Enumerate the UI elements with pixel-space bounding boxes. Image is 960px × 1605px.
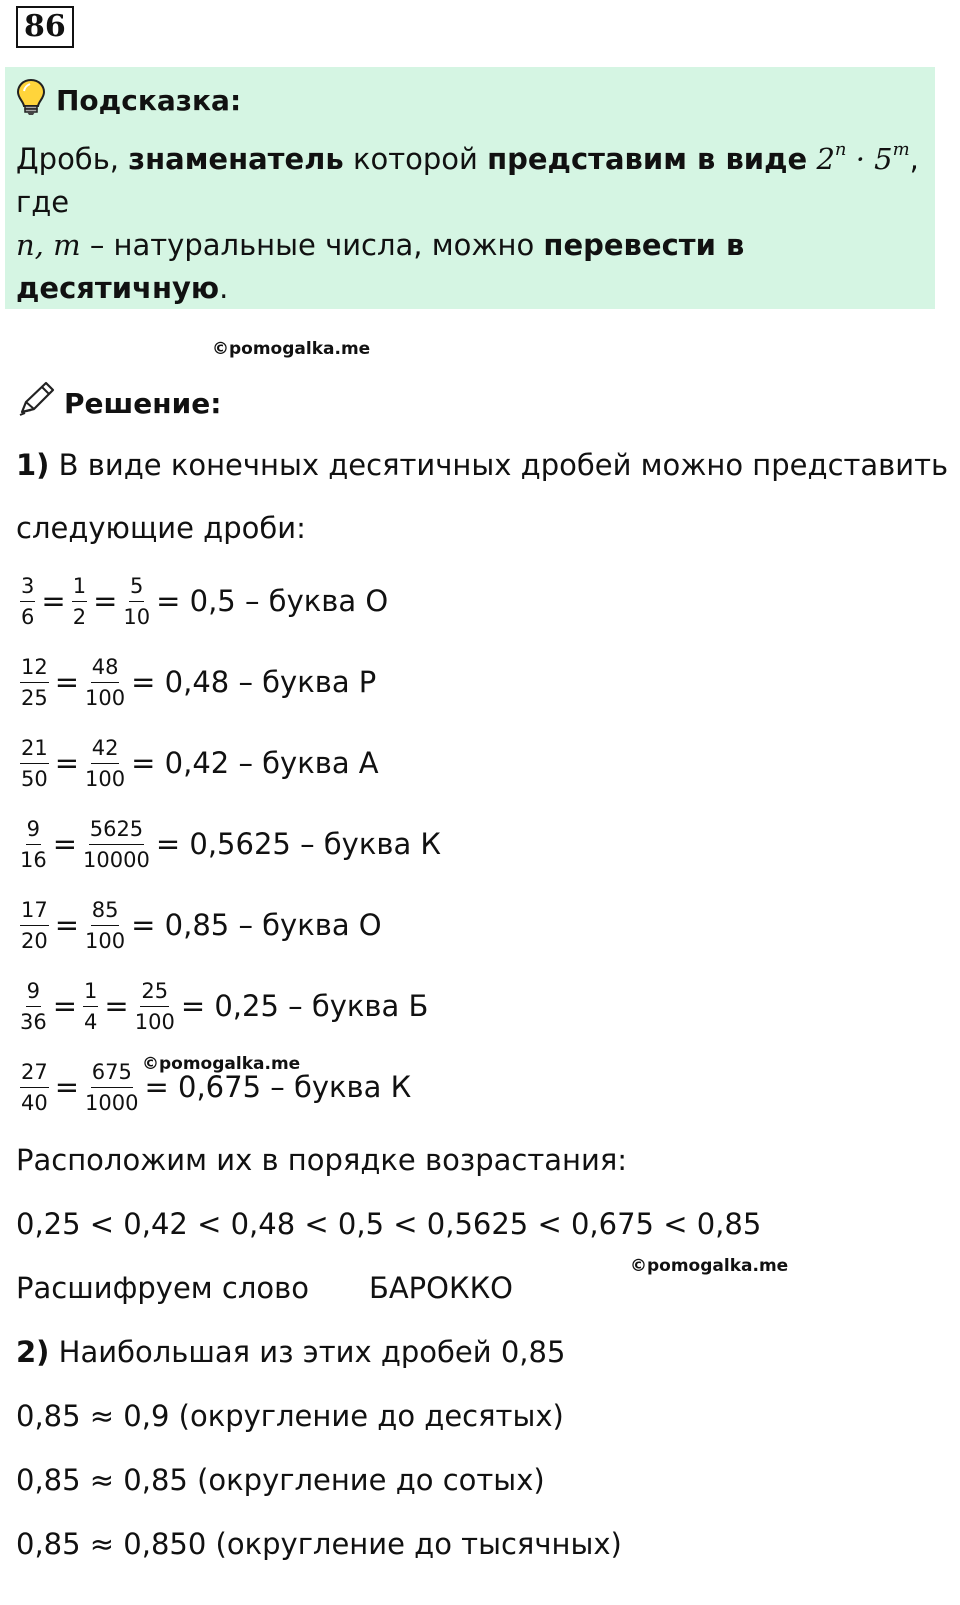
fraction [123, 573, 150, 630]
hint-line-1 [16, 138, 926, 181]
fraction-denominator: 100 [85, 928, 126, 953]
fraction-numerator: 5 [129, 573, 144, 602]
fraction-numerator: 17 [20, 897, 49, 926]
rounding-line: 0,85 ≈ 0,850 (округление до тысячных) [16, 1527, 622, 1561]
lightbulb-icon [16, 78, 46, 124]
fraction-numerator: 675 [91, 1059, 133, 1088]
equals-sign: = [41, 584, 66, 618]
equation-row [16, 971, 428, 1041]
fraction-numerator: 5625 [89, 816, 144, 845]
fraction-denominator: 40 [21, 1090, 48, 1115]
order-text: Расположим их в порядке возрастания: [16, 1143, 628, 1177]
equation-result: = 0,48 – буква Р [131, 665, 377, 699]
solution-title-text: Решение: [64, 386, 222, 420]
fraction-numerator: 3 [20, 573, 35, 602]
fraction-numerator: 48 [91, 654, 120, 683]
rounding-line: 0,85 ≈ 0,9 (округление до десятых) [16, 1399, 564, 1433]
equals-sign: = [54, 746, 80, 780]
fraction-numerator: 25 [140, 978, 169, 1007]
part2-line [16, 1334, 565, 1370]
fraction-denominator: 10 [123, 604, 151, 629]
equation-row [16, 566, 388, 636]
fraction [85, 654, 125, 711]
order-chain: 0,25 < 0,42 < 0,48 < 0,5 < 0,5625 < 0,675 < 0,85 [16, 1207, 762, 1241]
fraction-denominator: 4 [84, 1009, 98, 1034]
equals-sign: = [104, 989, 129, 1023]
fraction-numerator: 12 [20, 654, 49, 683]
part1-line [16, 447, 948, 483]
fraction-denominator: 36 [20, 1009, 47, 1034]
pencil-icon [16, 380, 56, 427]
hint-bold-part: знаменатель [128, 142, 344, 176]
fraction [20, 1059, 49, 1116]
part1-line-2: следующие дроби: [16, 511, 306, 545]
decode-word: БАРОККО [368, 1271, 514, 1305]
fraction-denominator: 16 [20, 847, 47, 872]
formula-dot: · [846, 142, 875, 176]
equation-row [16, 647, 376, 717]
fraction-numerator: 42 [91, 735, 120, 764]
part2-label: 2) [16, 1335, 50, 1369]
decode-label: Расшифруем слово [16, 1271, 309, 1305]
fraction [20, 573, 35, 630]
fraction [20, 978, 47, 1035]
hint-bold-part: представим в виде [487, 142, 808, 176]
fraction [20, 654, 49, 711]
fraction-denominator: 20 [21, 928, 48, 953]
fraction [85, 897, 125, 954]
solution-title [16, 380, 221, 427]
watermark: ©pomogalka.me [142, 1054, 301, 1074]
equals-sign: = [54, 1070, 80, 1104]
equation-result: = 0,85 – буква О [131, 908, 382, 942]
fraction-numerator: 85 [91, 897, 120, 926]
equation-row [16, 728, 379, 798]
fraction-denominator: 50 [21, 766, 48, 791]
task-number: 86 [16, 6, 74, 48]
part1-text: В виде конечных десятичных дробей можно представить [49, 448, 949, 482]
decode-line [16, 1270, 513, 1306]
hint-line-3 [16, 224, 926, 310]
equals-sign: = [54, 908, 80, 942]
formula-exponent: n [834, 139, 847, 160]
equation-result: = 0,5625 – буква К [155, 827, 442, 861]
equals-sign: = [52, 989, 78, 1023]
fraction-denominator: 100 [134, 1009, 175, 1034]
hint-variables: n, m [16, 228, 81, 262]
rounding-line: 0,85 ≈ 0,85 (округление до сотых) [16, 1463, 545, 1497]
hint-text [16, 138, 926, 310]
fraction-denominator: 100 [85, 766, 126, 791]
fraction-denominator: 25 [21, 685, 48, 710]
fraction-denominator: 100 [85, 685, 126, 710]
hint-line-2: где [16, 185, 70, 219]
equation-row [16, 890, 382, 960]
fraction [85, 735, 125, 792]
fraction [72, 573, 87, 630]
fraction-numerator: 27 [20, 1059, 49, 1088]
fraction [83, 816, 150, 873]
fraction [83, 978, 98, 1035]
part1-label: 1) [16, 448, 50, 482]
fraction [135, 978, 175, 1035]
equation-result: = 0,5 – буква О [156, 584, 389, 618]
fraction-denominator: 1000 [85, 1090, 139, 1115]
equals-sign: = [93, 584, 118, 618]
equation-result: = 0,42 – буква А [131, 746, 379, 780]
hint-formula [816, 139, 910, 176]
hint-text-part: . [219, 271, 229, 305]
watermark: ©pomogalka.me [630, 1256, 789, 1276]
hint-text-part: которой [343, 142, 488, 176]
fraction-numerator: 9 [26, 816, 41, 845]
fraction [85, 1059, 138, 1116]
fraction-numerator: 21 [20, 735, 49, 764]
fraction-denominator: 6 [21, 604, 35, 629]
formula-exponent: m [892, 139, 910, 160]
hint-text-part: Дробь, [16, 142, 129, 176]
fraction-denominator: 2 [72, 604, 87, 629]
hint-text-part: – натуральные числа, можно [80, 228, 544, 262]
hint-title [16, 78, 241, 124]
fraction-denominator: 10000 [83, 847, 150, 872]
equals-sign: = [54, 665, 80, 699]
equation-result: = 0,25 – буква Б [180, 989, 429, 1023]
formula-base: 5 [874, 142, 893, 176]
fraction-numerator: 1 [72, 573, 87, 602]
fraction-numerator: 1 [83, 978, 98, 1007]
hint-title-text: Подсказка: [56, 84, 242, 117]
equals-sign: = [52, 827, 78, 861]
watermark: ©pomogalka.me [212, 339, 371, 359]
fraction [20, 897, 49, 954]
fraction [20, 735, 49, 792]
equation-row [16, 809, 441, 879]
equation-result: = 0,675 – буква К [144, 1070, 412, 1104]
fraction-numerator: 9 [26, 978, 41, 1007]
formula-base: 2 [816, 142, 835, 176]
hint-bold-part: перевести в десятичную [16, 228, 745, 305]
part2-text: Наибольшая из этих дробей 0,85 [49, 1335, 566, 1369]
fraction [20, 816, 47, 873]
hint-text-part: , [909, 142, 919, 176]
